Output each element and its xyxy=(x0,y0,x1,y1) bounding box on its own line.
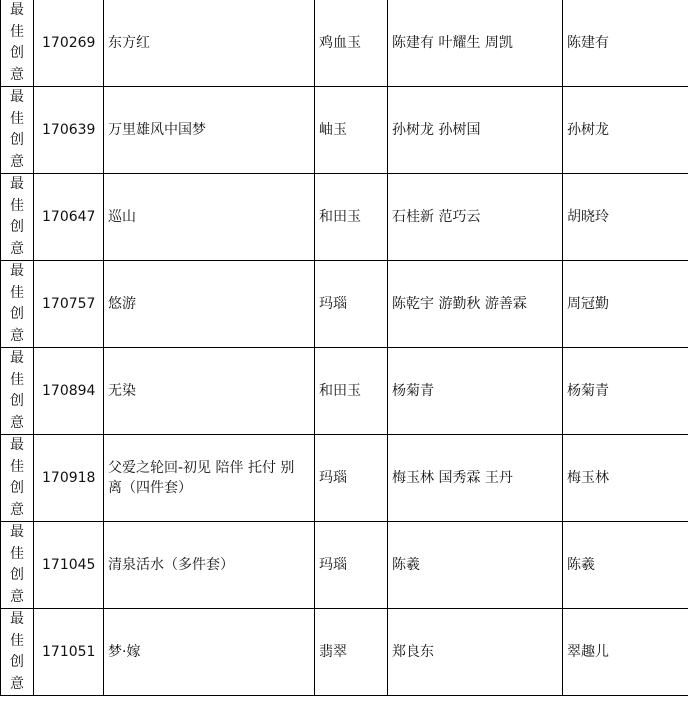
applicant-cell: 陈建有 xyxy=(563,0,688,87)
entry-id-cell: 171051 xyxy=(34,609,104,696)
award-label: 最佳创意 xyxy=(10,89,24,170)
applicant-cell: 翠趣儿 xyxy=(563,609,688,696)
award-cell xyxy=(1,87,34,174)
applicant-cell: 杨菊青 xyxy=(563,348,688,435)
award-label: 最佳创意 xyxy=(10,263,24,344)
award-cell xyxy=(1,522,34,609)
material-cell: 翡翠 xyxy=(315,609,388,696)
work-title-cell: 父爱之轮回-初见 陪伴 托付 别离（四件套） xyxy=(104,435,315,522)
work-title-cell: 清泉活水（多件套） xyxy=(104,522,315,609)
work-title-cell: 无染 xyxy=(104,348,315,435)
table-row xyxy=(1,435,688,522)
award-cell xyxy=(1,261,34,348)
applicant-cell: 胡晓玲 xyxy=(563,174,688,261)
material-cell: 玛瑙 xyxy=(315,435,388,522)
creators-cell: 郑良东 xyxy=(388,609,563,696)
award-label: 最佳创意 xyxy=(10,611,24,692)
table-row xyxy=(1,0,688,87)
entry-id-cell: 170269 xyxy=(34,0,104,87)
entry-id-cell: 170894 xyxy=(34,348,104,435)
work-title-cell: 悠游 xyxy=(104,261,315,348)
creators-cell: 陈羲 xyxy=(388,522,563,609)
work-title-cell: 梦·嫁 xyxy=(104,609,315,696)
award-label: 最佳创意 xyxy=(10,176,24,257)
applicant-cell: 陈羲 xyxy=(563,522,688,609)
creators-cell: 杨菊青 xyxy=(388,348,563,435)
award-label: 最佳创意 xyxy=(10,524,24,605)
material-cell: 玛瑙 xyxy=(315,522,388,609)
applicant-cell: 周冠勤 xyxy=(563,261,688,348)
award-cell xyxy=(1,0,34,87)
material-cell: 和田玉 xyxy=(315,348,388,435)
table-row xyxy=(1,609,688,696)
award-cell xyxy=(1,174,34,261)
creators-cell: 孙树龙 孙树国 xyxy=(388,87,563,174)
table-row xyxy=(1,174,688,261)
material-cell: 和田玉 xyxy=(315,174,388,261)
creators-cell: 陈乾宇 游勤秋 游善霖 xyxy=(388,261,563,348)
entry-id-cell: 170757 xyxy=(34,261,104,348)
award-cell xyxy=(1,609,34,696)
entry-id-cell: 171045 xyxy=(34,522,104,609)
material-cell: 岫玉 xyxy=(315,87,388,174)
applicant-cell: 孙树龙 xyxy=(563,87,688,174)
entry-id-cell: 170639 xyxy=(34,87,104,174)
material-cell: 鸡血玉 xyxy=(315,0,388,87)
entry-id-cell: 170647 xyxy=(34,174,104,261)
creators-cell: 石桂新 范巧云 xyxy=(388,174,563,261)
creators-cell: 陈建有 叶耀生 周凯 xyxy=(388,0,563,87)
applicant-cell: 梅玉林 xyxy=(563,435,688,522)
work-title-cell: 万里雄风中国梦 xyxy=(104,87,315,174)
awards-table-body xyxy=(1,0,688,696)
table-row xyxy=(1,87,688,174)
award-label: 最佳创意 xyxy=(10,437,24,518)
table-row xyxy=(1,261,688,348)
award-cell xyxy=(1,348,34,435)
award-label: 最佳创意 xyxy=(10,350,24,431)
award-label: 最佳创意 xyxy=(10,2,24,83)
work-title-cell: 巡山 xyxy=(104,174,315,261)
material-cell: 玛瑙 xyxy=(315,261,388,348)
creators-cell: 梅玉林 国秀霖 王丹 xyxy=(388,435,563,522)
table-row xyxy=(1,348,688,435)
table-row xyxy=(1,522,688,609)
award-cell xyxy=(1,435,34,522)
work-title-cell: 东方红 xyxy=(104,0,315,87)
entry-id-cell: 170918 xyxy=(34,435,104,522)
